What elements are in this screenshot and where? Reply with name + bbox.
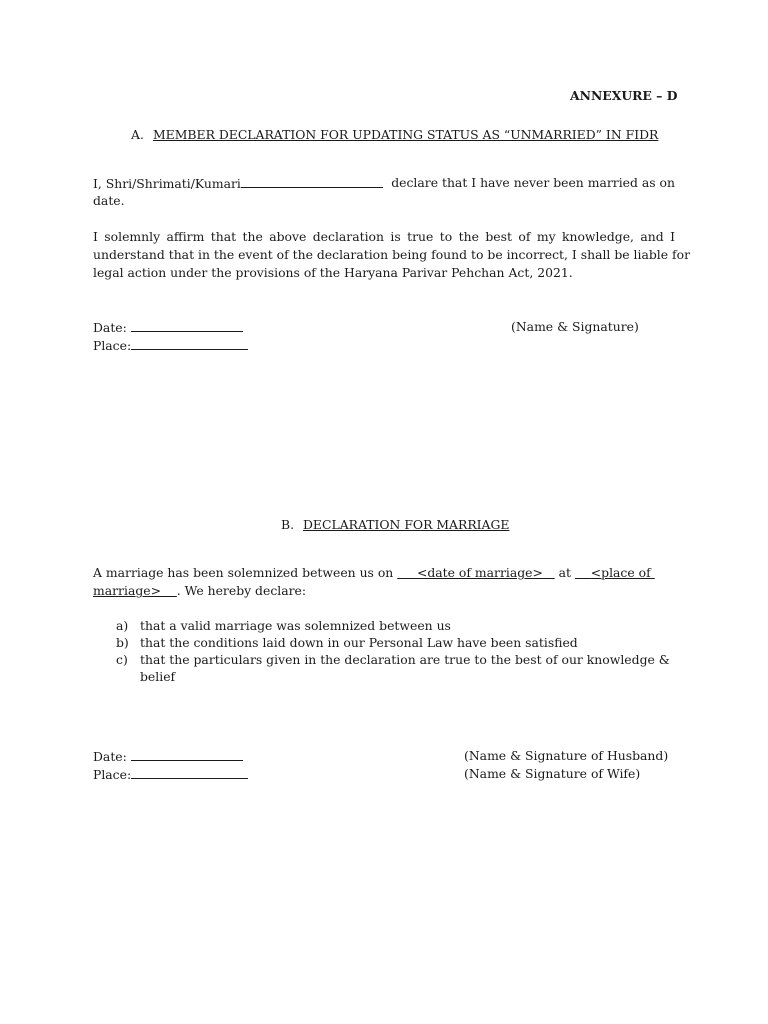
husband-signature-label: (Name & Signature of Husband) xyxy=(464,748,669,763)
place-label: Place: xyxy=(93,767,132,782)
place-of-marriage-field[interactable] xyxy=(575,565,655,580)
annexure-title: ANNEXURE – D xyxy=(570,88,678,103)
section-a-heading: MEMBER DECLARATION FOR UPDATING STATUS AS “UNMARRIED” IN FIDR xyxy=(153,127,659,142)
affirm-line-1: I solemnly affirm that the above declaration is true to the best of my knowledge, and I xyxy=(93,229,675,244)
place-of-marriage-placeholder: <place of xyxy=(590,565,651,580)
list-item-a: that a valid marriage was solemnized between us xyxy=(140,618,451,633)
section-b-date-row xyxy=(93,747,243,766)
list-item-c: that the particulars given in the declaration are true to the best of our knowledge & xyxy=(140,652,670,667)
place-label: Place: xyxy=(93,338,132,353)
section-a-marker: A. xyxy=(131,127,144,142)
list-marker-b: b) xyxy=(116,635,129,650)
affirm-line-3: legal action under the provisions of the Haryana Parivar Pehchan Act, 2021. xyxy=(93,265,573,280)
place-of-marriage-field-cont[interactable] xyxy=(93,583,177,598)
date-label: Date: xyxy=(93,320,127,335)
name-signature-label: (Name & Signature) xyxy=(511,319,639,334)
name-blank[interactable] xyxy=(241,174,383,188)
list-marker-a: a) xyxy=(116,618,129,633)
date-blank[interactable] xyxy=(131,318,243,332)
at-word: at xyxy=(558,565,572,580)
declaration-line-1 xyxy=(93,174,675,193)
section-b-marker: B. xyxy=(281,517,295,532)
date-blank[interactable] xyxy=(131,747,243,761)
section-b-place-row xyxy=(93,765,248,784)
list-item-c-cont: belief xyxy=(140,669,176,684)
list-marker-c: c) xyxy=(116,652,128,667)
name-prefix: I, Shri/Shrimati/Kumari xyxy=(93,176,241,191)
wife-signature-label: (Name & Signature of Wife) xyxy=(464,766,641,781)
date-of-marriage-placeholder: <date of marriage> xyxy=(416,565,543,580)
place-blank[interactable] xyxy=(131,336,248,350)
marriage-intro-line-2 xyxy=(93,582,306,600)
declare-text: declare that I have never been married as on xyxy=(391,175,675,190)
date-label: Date: xyxy=(93,749,127,764)
section-b-heading: DECLARATION FOR MARRIAGE xyxy=(303,517,510,532)
place-of-marriage-placeholder-cont: marriage> xyxy=(93,583,161,598)
marriage-intro-line-1 xyxy=(93,564,655,582)
place-blank[interactable] xyxy=(131,765,248,779)
section-a-date-row xyxy=(93,318,243,337)
affirm-line-2: understand that in the event of the declaration being found to be incorrect, I shall be liable for xyxy=(93,247,690,262)
declaration-line-2: date. xyxy=(93,193,125,208)
date-of-marriage-field[interactable] xyxy=(397,565,554,580)
list-item-b: that the conditions laid down in our Personal Law have been satisfied xyxy=(140,635,578,650)
section-a-place-row xyxy=(93,336,248,355)
intro-prefix: A marriage has been solemnized between us on xyxy=(93,565,394,580)
intro-suffix: . We hereby declare: xyxy=(176,583,307,598)
